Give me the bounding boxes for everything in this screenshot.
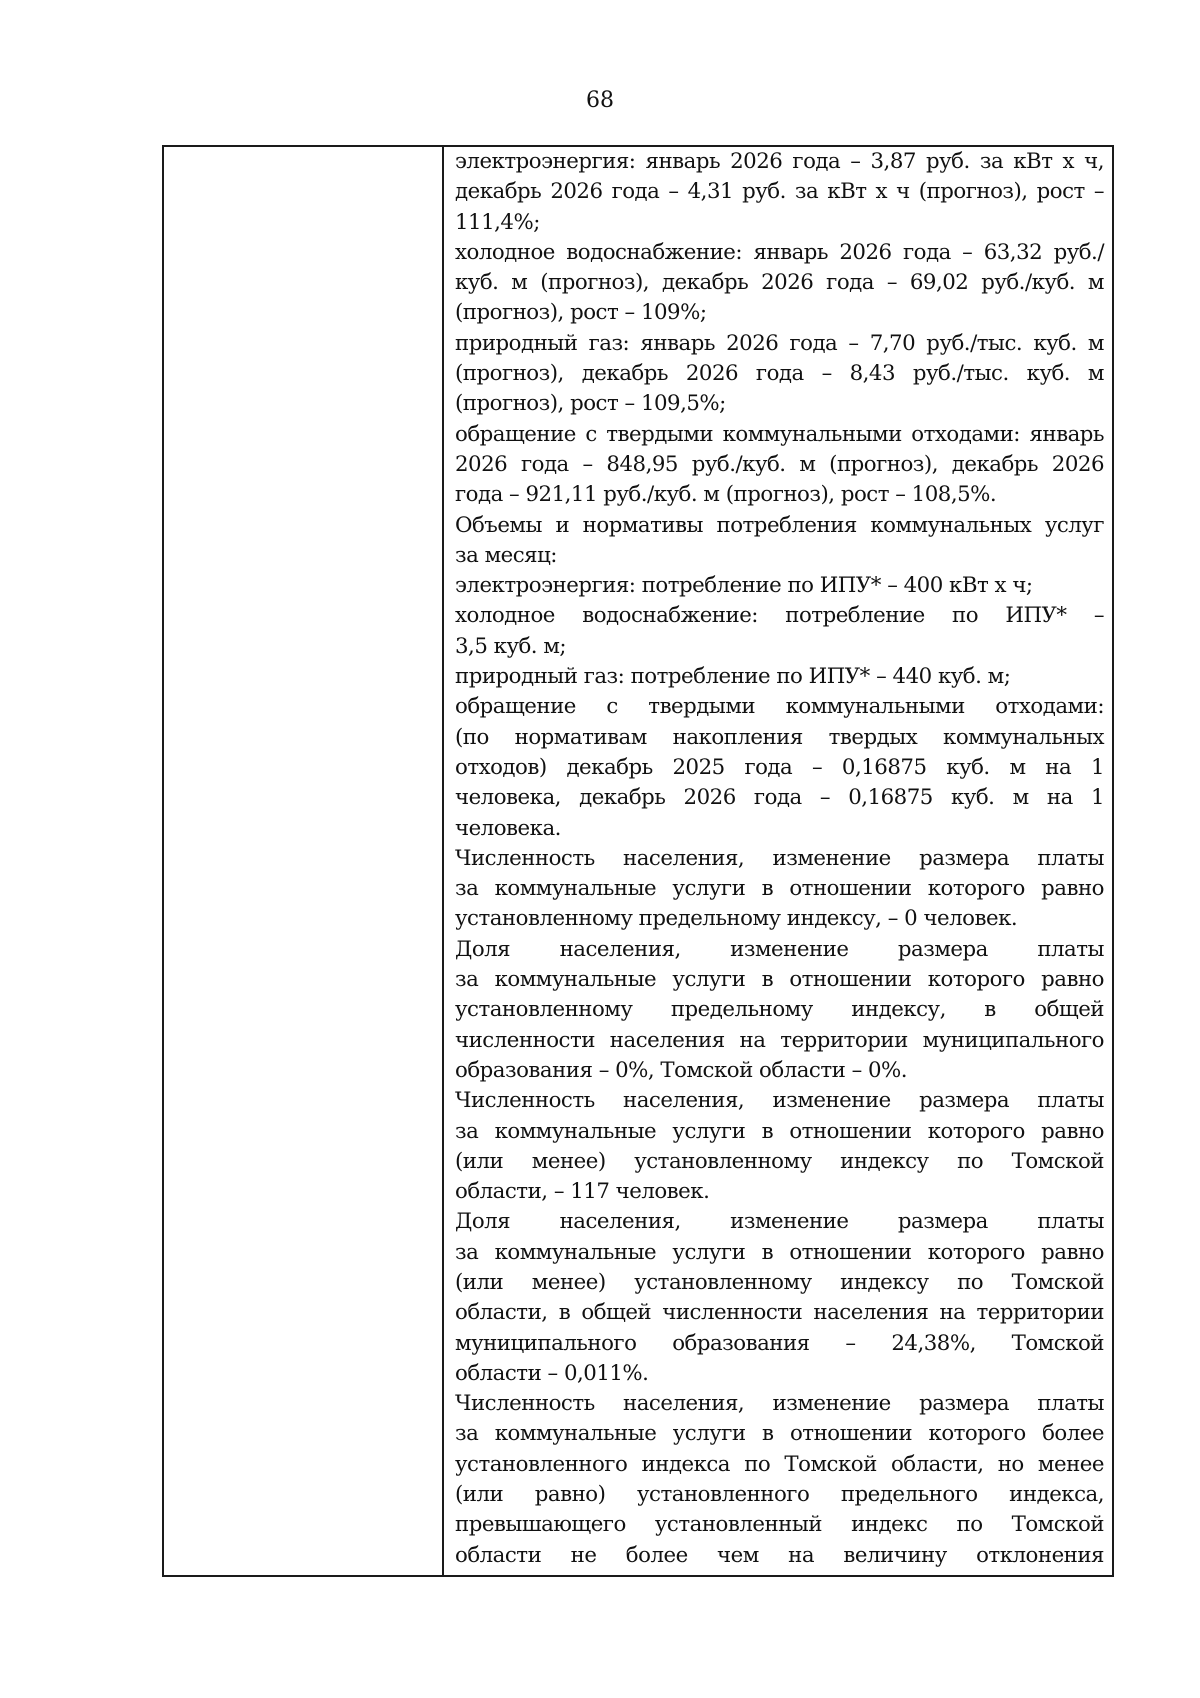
text-line: отходов) декабрь 2025 года – 0,16875 куб. м на 1 — [455, 754, 1104, 780]
text-line: природный газ: январь 2026 года – 7,70 руб./тыс. куб. м — [455, 330, 1104, 356]
text-line: муниципального образования – 24,38%, Томской — [455, 1330, 1104, 1356]
text-line: области – 0,011%. — [455, 1360, 649, 1386]
text-line: за месяц: — [455, 542, 557, 568]
text-line: 2026 года – 848,95 руб./куб. м (прогноз), декабрь 2026 — [455, 451, 1104, 477]
text-line: численности населения на территории муниципального — [455, 1027, 1104, 1053]
text-line: обращение с твердыми коммунальными отходами: — [455, 694, 1104, 720]
text-line: (или равно) установленного предельного индекса, — [455, 1482, 1104, 1508]
text-line: Численность населения, изменение размера платы — [455, 845, 1104, 871]
text-line: за коммунальные услуги в отношении которого равно — [455, 967, 1104, 993]
text-line: человека, декабрь 2026 года – 0,16875 куб. м на 1 — [455, 785, 1104, 811]
text-line: (по нормативам накопления твердых коммунальных — [455, 724, 1104, 750]
text-line: установленного индекса по Томской области, но менее — [455, 1451, 1104, 1477]
text-line: обращение с твердыми коммунальными отходами: январь — [455, 421, 1104, 447]
text-line: электроэнергия: январь 2026 года – 3,87 руб. за кВт х ч, — [455, 149, 1104, 174]
text-line: Доля населения, изменение размера платы — [455, 1209, 1104, 1235]
text-line: за коммунальные услуги в отношении которого равно — [455, 876, 1104, 902]
text-line: образования – 0%, Томской области – 0%. — [455, 1057, 908, 1083]
text-line: (или менее) установленному индексу по Томской — [455, 1269, 1104, 1295]
text-line: области, – 117 человек. — [455, 1179, 710, 1205]
text-line: за коммунальные услуги в отношении которого равно — [455, 1239, 1104, 1265]
text-line: природный газ: потребление по ИПУ* – 440 куб. м; — [455, 664, 1011, 690]
text-line: куб. м (прогноз), декабрь 2026 года – 69,02 руб./куб. м — [455, 270, 1104, 296]
text-line: (или менее) установленному индексу по Томской — [455, 1148, 1104, 1174]
text-line: декабрь 2026 года – 4,31 руб. за кВт х ч (прогноз), рост – — [455, 179, 1104, 205]
table-left-column — [164, 147, 444, 1575]
table-text-cell — [444, 147, 1112, 1575]
text-line: установленному предельному индексу, в общей — [455, 997, 1104, 1023]
text-line: Доля населения, изменение размера платы — [455, 936, 1104, 962]
text-line: 3,5 куб. м; — [455, 633, 567, 659]
text-line: превышающего установленный индекс по Томской — [455, 1512, 1104, 1538]
text-line: установленному предельному индексу, – 0 человек. — [455, 906, 1018, 932]
text-line: области, в общей численности населения на территории — [455, 1300, 1104, 1326]
text-line: (прогноз), рост – 109%; — [455, 300, 707, 326]
page-number: 68 — [586, 88, 614, 113]
text-line: холодное водоснабжение: потребление по ИПУ* – — [455, 603, 1104, 629]
text-line: Объемы и нормативы потребления коммунальных услуг — [455, 512, 1104, 538]
text-line: (прогноз), декабрь 2026 года – 8,43 руб./тыс. куб. м — [455, 361, 1104, 387]
text-line: Численность населения, изменение размера платы — [455, 1088, 1104, 1114]
document-table — [162, 145, 1114, 1577]
text-line: года – 921,11 руб./куб. м (прогноз), рост – 108,5%. — [455, 482, 997, 508]
text-line: Численность населения, изменение размера платы — [455, 1391, 1104, 1417]
text-line: 111,4%; — [455, 209, 540, 235]
text-line: холодное водоснабжение: январь 2026 года – 63,32 руб./ — [455, 239, 1104, 265]
text-line: за коммунальные услуги в отношении которого равно — [455, 1118, 1104, 1144]
text-line: электроэнергия: потребление по ИПУ* – 400 кВт х ч; — [455, 573, 1033, 599]
text-line: за коммунальные услуги в отношении которого более — [455, 1421, 1104, 1447]
text-line: человека. — [455, 815, 561, 841]
text-line: области не более чем на величину отклонения — [455, 1542, 1104, 1568]
text-line: (прогноз), рост – 109,5%; — [455, 391, 726, 417]
